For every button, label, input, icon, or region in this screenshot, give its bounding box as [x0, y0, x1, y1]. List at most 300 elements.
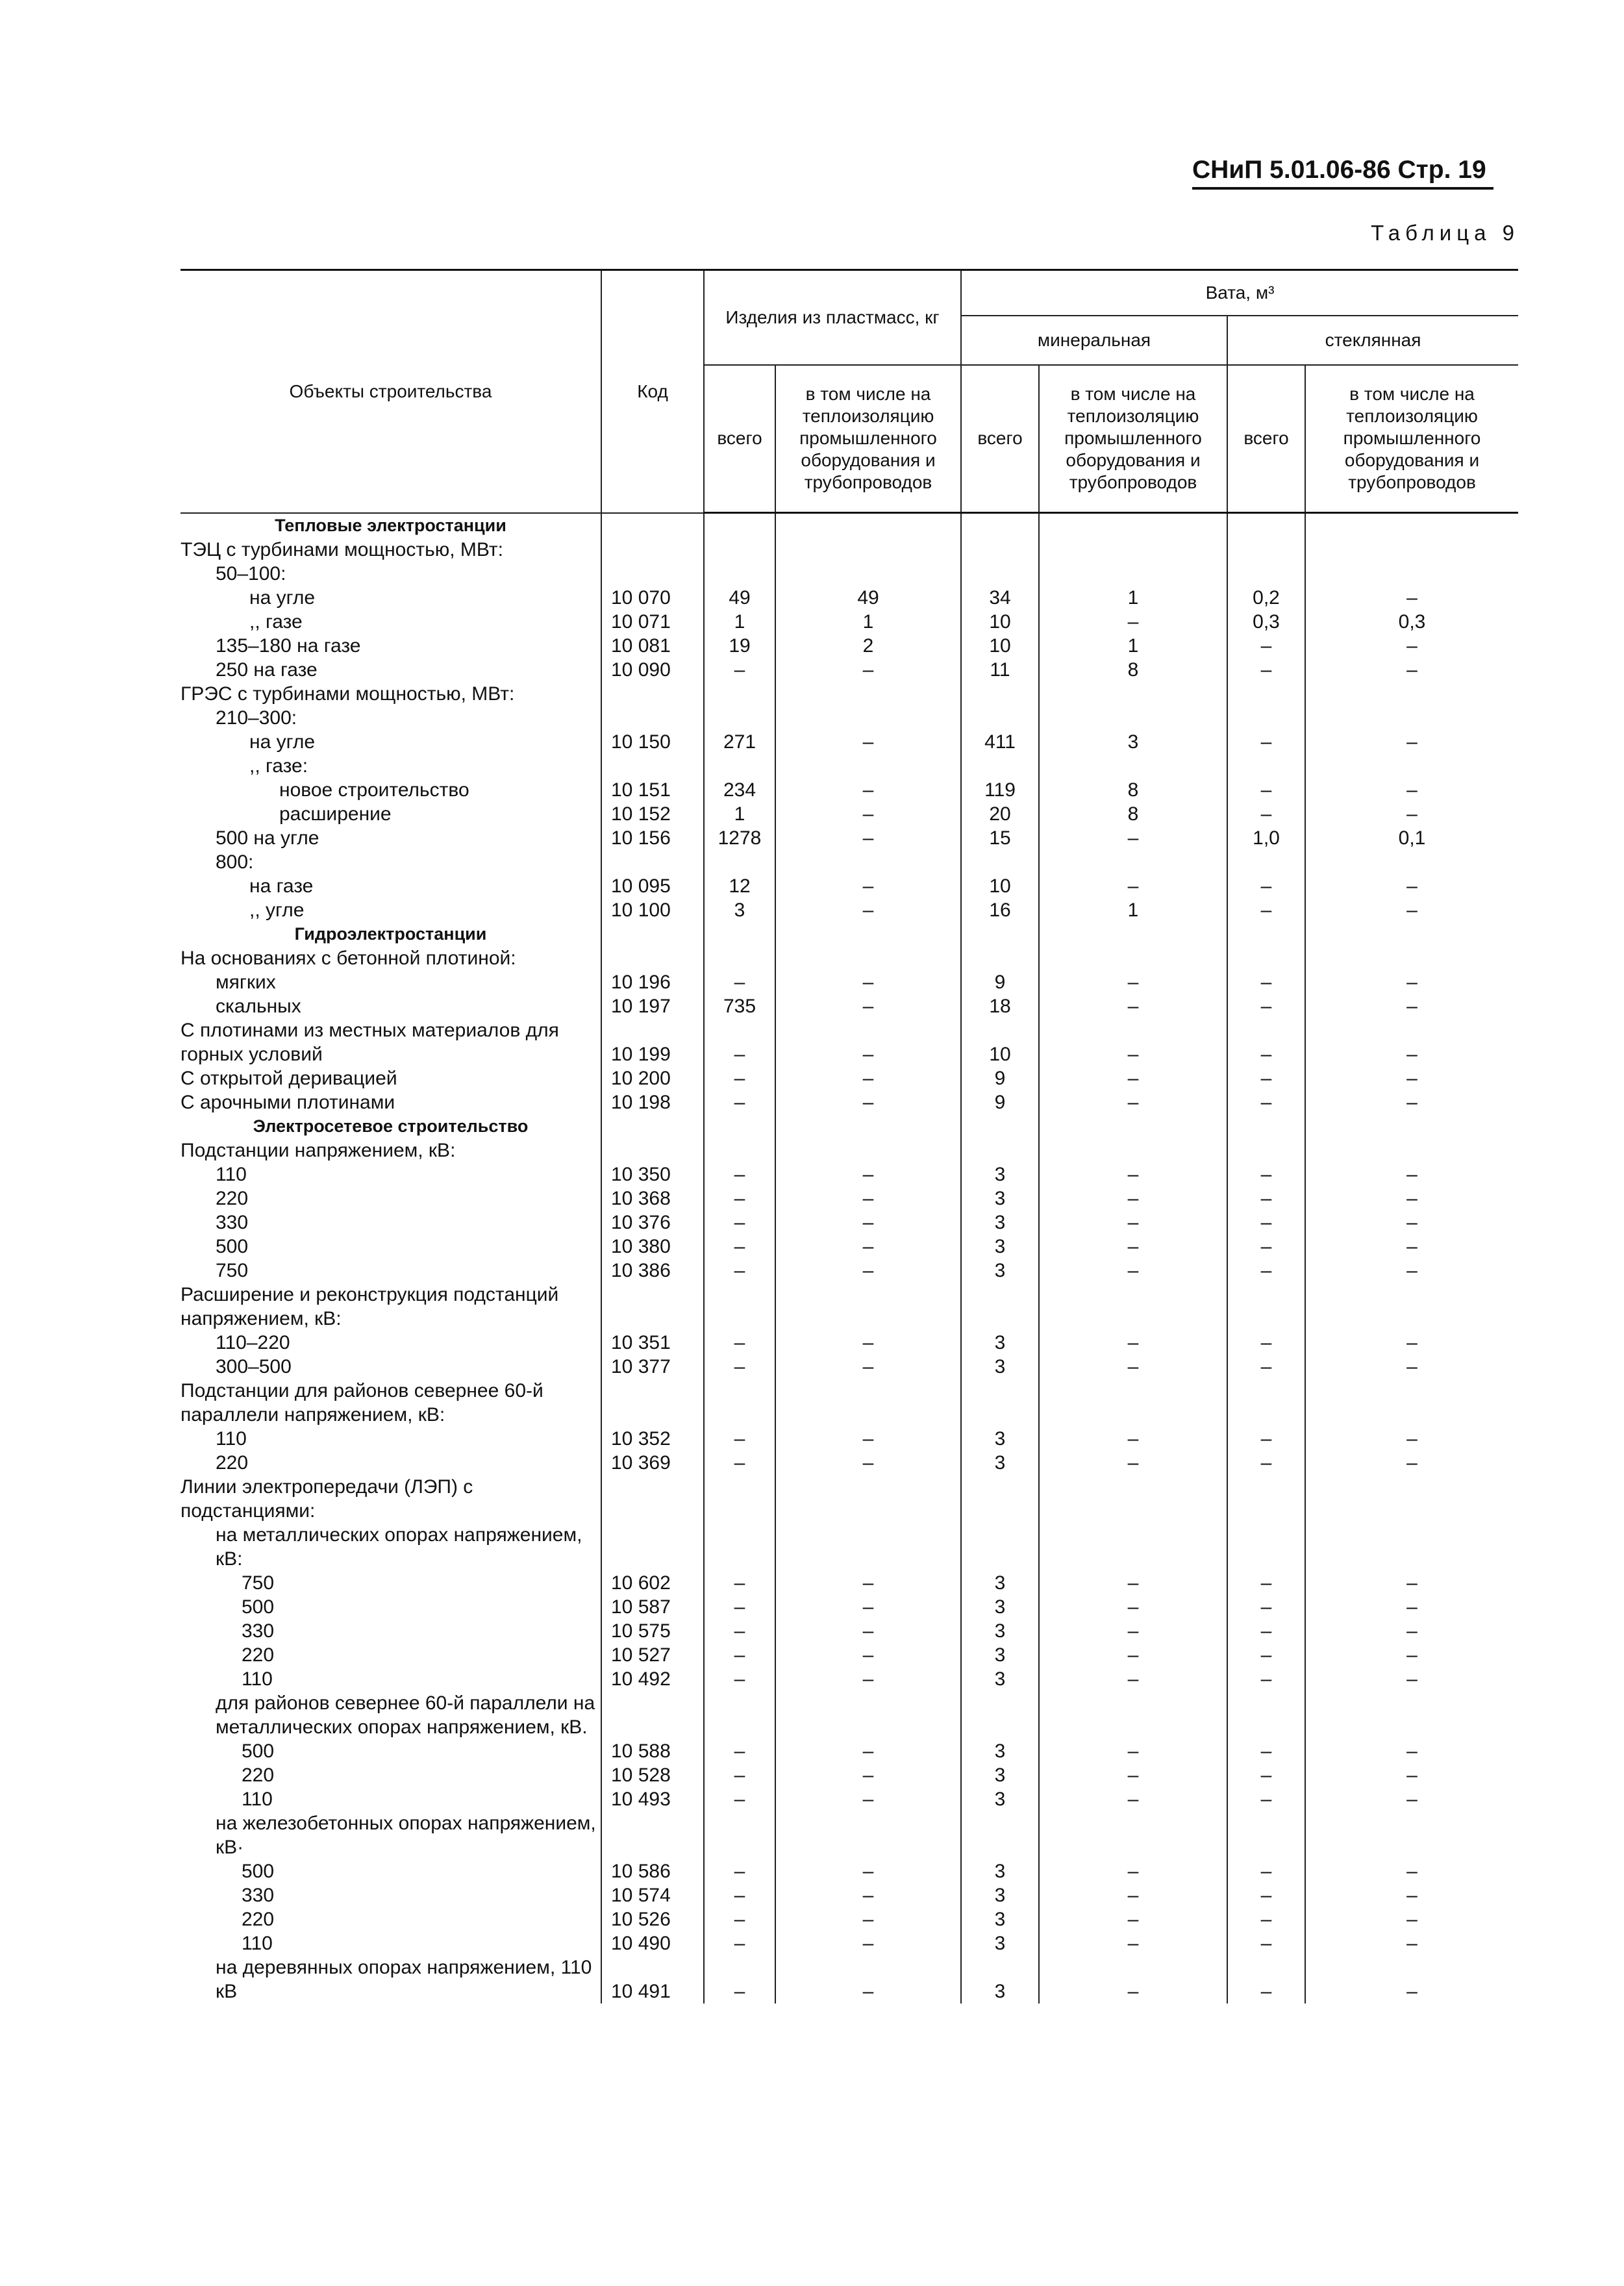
mineral-total-cell: 3: [961, 1739, 1039, 1763]
plastic-incl-cell: –: [775, 1162, 961, 1187]
object-label: мягких: [216, 972, 276, 993]
mineral-incl-cell: –: [1039, 610, 1227, 634]
code-cell: 10 369: [601, 1451, 704, 1475]
plastic-total-cell: –: [704, 1595, 775, 1619]
code-cell: [601, 946, 704, 970]
plastic-incl-cell: [775, 1379, 961, 1427]
glass-incl-cell: –: [1305, 1235, 1518, 1259]
mineral-total-cell: 119: [961, 778, 1039, 802]
mineral-total-header: всего: [961, 365, 1039, 513]
objects-column-header: Объекты строительства: [181, 270, 601, 513]
object-label: новое строительство: [279, 779, 469, 801]
object-label: 330: [216, 1212, 249, 1233]
plastic-incl-cell: –: [775, 1667, 961, 1691]
object-label: 500 на угле: [216, 827, 319, 849]
plastic-total-cell: –: [704, 1739, 775, 1763]
mineral-total-cell: 3: [961, 1883, 1039, 1907]
table-row: [181, 1811, 1518, 1859]
plastic-incl-cell: –: [775, 1595, 961, 1619]
empty-cell: [601, 922, 704, 946]
mineral-total-cell: 9: [961, 1090, 1039, 1114]
plastic-incl-cell: –: [775, 1739, 961, 1763]
plastic-incl-cell: [775, 1523, 961, 1571]
plastic-incl-header: в том числе на теплоизоляцию промышленного оборудования и трубопроводов: [775, 365, 961, 513]
code-cell: 10 526: [601, 1907, 704, 1931]
object-label: на угле: [249, 731, 316, 753]
code-cell: [601, 754, 704, 778]
table-row: [181, 1691, 1518, 1739]
plastic-total-cell: –: [704, 1427, 775, 1451]
code-cell: [601, 1691, 704, 1739]
mineral-total-cell: 34: [961, 586, 1039, 610]
glass-total-cell: –: [1227, 1427, 1305, 1451]
code-column-header: Код: [601, 270, 704, 513]
code-cell: [601, 538, 704, 562]
mineral-incl-cell: –: [1039, 1571, 1227, 1595]
code-cell: 10 377: [601, 1355, 704, 1379]
empty-cell: [1227, 922, 1305, 946]
mineral-total-cell: 10: [961, 1018, 1039, 1066]
glass-total-cell: –: [1227, 1162, 1305, 1187]
plastic-incl-cell: [775, 682, 961, 706]
empty-cell: [1039, 513, 1227, 538]
plastic-incl-cell: –: [775, 778, 961, 802]
plastic-total-cell: –: [704, 1571, 775, 1595]
table-row: [181, 1090, 1518, 1114]
glass-incl-cell: –: [1305, 994, 1518, 1018]
code-cell: [601, 1475, 704, 1523]
object-label: 330: [242, 1885, 275, 1906]
plastic-incl-cell: 2: [775, 634, 961, 658]
code-cell: 10 380: [601, 1235, 704, 1259]
mineral-incl-cell: –: [1039, 1451, 1227, 1475]
table-row: [181, 1907, 1518, 1931]
plastic-total-cell: –: [704, 1187, 775, 1211]
section-heading: Тепловые электростанции: [275, 516, 506, 535]
table-row: [181, 1355, 1518, 1379]
code-cell: [601, 562, 704, 586]
table-row: [181, 1667, 1518, 1691]
plastic-incl-cell: [775, 538, 961, 562]
glass-total-cell: –: [1227, 1931, 1305, 1955]
plastic-incl-cell: –: [775, 1018, 961, 1066]
object-label: для районов севернее 60-й параллели на металлических опорах напряжением, кВ.: [216, 1692, 595, 1738]
code-cell: 10 070: [601, 586, 704, 610]
object-label: ,, газе: [249, 611, 303, 633]
glass-total-cell: [1227, 1379, 1305, 1427]
empty-cell: [601, 513, 704, 538]
glass-incl-cell: [1305, 754, 1518, 778]
object-label: на железобетонных опорах напряжением, кВ·: [216, 1813, 596, 1858]
code-cell: [601, 850, 704, 874]
mineral-incl-cell: [1039, 754, 1227, 778]
code-cell: 10 492: [601, 1667, 704, 1691]
glass-total-cell: –: [1227, 658, 1305, 682]
mineral-total-cell: 3: [961, 1235, 1039, 1259]
glass-total-cell: –: [1227, 1763, 1305, 1787]
mineral-total-cell: 10: [961, 610, 1039, 634]
object-label: 220: [216, 1188, 249, 1209]
table-row: [181, 610, 1518, 634]
glass-total-cell: –: [1227, 1235, 1305, 1259]
glass-total-cell: –: [1227, 1907, 1305, 1931]
plastic-total-cell: [704, 1379, 775, 1427]
glass-incl-cell: –: [1305, 1162, 1518, 1187]
object-label: скальных: [216, 996, 301, 1017]
table-row: [181, 1331, 1518, 1355]
glass-incl-cell: –: [1305, 1883, 1518, 1907]
glass-incl-cell: –: [1305, 1018, 1518, 1066]
glass-incl-cell: –: [1305, 1955, 1518, 2003]
glass-header: стеклянная: [1227, 316, 1518, 365]
plastic-total-cell: –: [704, 1259, 775, 1283]
object-label: С плотинами из местных материалов для горных условий: [181, 1020, 559, 1065]
plastic-total-cell: –: [704, 1090, 775, 1114]
glass-incl-cell: –: [1305, 1066, 1518, 1090]
plastic-total-cell: –: [704, 1907, 775, 1931]
mineral-incl-cell: 8: [1039, 778, 1227, 802]
mineral-incl-cell: –: [1039, 874, 1227, 898]
plastic-incl-cell: –: [775, 1235, 961, 1259]
code-cell: 10 150: [601, 730, 704, 754]
object-label: 500: [242, 1861, 275, 1882]
code-cell: 10 376: [601, 1211, 704, 1235]
object-label: 210–300:: [216, 707, 297, 729]
mineral-incl-cell: 1: [1039, 634, 1227, 658]
glass-total-cell: [1227, 538, 1305, 562]
empty-cell: [1039, 922, 1227, 946]
object-label: 750: [216, 1260, 249, 1281]
mineral-total-cell: 3: [961, 1595, 1039, 1619]
plastic-total-cell: 1: [704, 610, 775, 634]
table-row: [181, 1643, 1518, 1667]
object-label: на деревянных опорах напряжением, 110 кВ: [216, 1957, 592, 2002]
code-cell: 10 156: [601, 826, 704, 850]
table-caption: Таблица 9: [1371, 221, 1519, 245]
glass-incl-cell: –: [1305, 1427, 1518, 1451]
table-row: [181, 1955, 1518, 2003]
mineral-incl-cell: 3: [1039, 730, 1227, 754]
mineral-total-cell: [961, 562, 1039, 586]
mineral-incl-cell: [1039, 850, 1227, 874]
table-row: [181, 1595, 1518, 1619]
table-row: [181, 1211, 1518, 1235]
plastic-incl-cell: –: [775, 1907, 961, 1931]
plastic-incl-cell: –: [775, 1931, 961, 1955]
code-cell: 10 386: [601, 1259, 704, 1283]
plastic-incl-cell: [775, 754, 961, 778]
glass-total-cell: [1227, 850, 1305, 874]
glass-total-cell: –: [1227, 1643, 1305, 1667]
glass-total-cell: –: [1227, 778, 1305, 802]
glass-total-cell: 0,3: [1227, 610, 1305, 634]
mineral-total-cell: 3: [961, 1451, 1039, 1475]
glass-incl-cell: –: [1305, 1931, 1518, 1955]
table-row: [181, 1427, 1518, 1451]
mineral-incl-cell: [1039, 706, 1227, 730]
plastic-incl-cell: –: [775, 826, 961, 850]
plastic-total-cell: –: [704, 1763, 775, 1787]
object-label: 800:: [216, 851, 254, 873]
glass-incl-cell: 0,3: [1305, 610, 1518, 634]
code-cell: [601, 1523, 704, 1571]
table-row: [181, 826, 1518, 850]
table-row: [181, 994, 1518, 1018]
glass-total-cell: –: [1227, 634, 1305, 658]
glass-total-cell: –: [1227, 1066, 1305, 1090]
plastic-total-cell: –: [704, 1451, 775, 1475]
glass-incl-cell: –: [1305, 1187, 1518, 1211]
glass-incl-cell: [1305, 1811, 1518, 1859]
table-row: [181, 1187, 1518, 1211]
plastic-incl-cell: –: [775, 1787, 961, 1811]
table-row: [181, 1475, 1518, 1523]
mineral-total-cell: 11: [961, 658, 1039, 682]
glass-incl-cell: –: [1305, 1763, 1518, 1787]
section-heading: Гидроэлектростанции: [294, 924, 487, 944]
object-label: 500: [216, 1236, 249, 1257]
plastic-incl-cell: [775, 706, 961, 730]
glass-total-cell: [1227, 754, 1305, 778]
mineral-total-cell: [961, 946, 1039, 970]
code-cell: 10 151: [601, 778, 704, 802]
mineral-incl-cell: [1039, 1811, 1227, 1859]
plastic-total-cell: 735: [704, 994, 775, 1018]
table-row: [181, 1018, 1518, 1066]
table-body: [181, 513, 1518, 2004]
mineral-incl-cell: –: [1039, 1763, 1227, 1787]
mineral-incl-cell: –: [1039, 1211, 1227, 1235]
object-label: 135–180 на газе: [216, 635, 361, 657]
plastic-total-cell: [704, 850, 775, 874]
plastic-total-cell: –: [704, 1018, 775, 1066]
object-label: расширение: [279, 803, 392, 825]
plastic-incl-cell: [775, 1475, 961, 1523]
glass-total-cell: –: [1227, 1667, 1305, 1691]
code-cell: 10 152: [601, 802, 704, 826]
plastic-total-cell: [704, 754, 775, 778]
plastic-total-cell: –: [704, 1619, 775, 1643]
code-cell: 10 095: [601, 874, 704, 898]
glass-incl-cell: –: [1305, 586, 1518, 610]
plastic-total-cell: 234: [704, 778, 775, 802]
object-label: ТЭЦ с турбинами мощностью, МВт:: [181, 539, 503, 560]
glass-incl-cell: –: [1305, 1211, 1518, 1235]
section-row: [181, 1114, 1518, 1138]
glass-incl-cell: 0,1: [1305, 826, 1518, 850]
plastic-incl-cell: [775, 562, 961, 586]
glass-total-cell: [1227, 946, 1305, 970]
glass-total-cell: –: [1227, 994, 1305, 1018]
glass-total-cell: [1227, 1811, 1305, 1859]
glass-incl-cell: –: [1305, 1643, 1518, 1667]
glass-total-cell: –: [1227, 1955, 1305, 2003]
section-row: [181, 922, 1518, 946]
code-cell: 10 527: [601, 1643, 704, 1667]
mineral-incl-cell: –: [1039, 1931, 1227, 1955]
mineral-incl-cell: [1039, 682, 1227, 706]
table-row: [181, 946, 1518, 970]
mineral-total-cell: 3: [961, 1787, 1039, 1811]
plastic-incl-cell: [775, 946, 961, 970]
mineral-total-cell: [961, 1811, 1039, 1859]
mineral-total-cell: [961, 1523, 1039, 1571]
table-row: [181, 706, 1518, 730]
object-label: 220: [242, 1644, 275, 1666]
empty-cell: [961, 922, 1039, 946]
glass-incl-cell: –: [1305, 1571, 1518, 1595]
object-label: 110: [242, 1789, 273, 1810]
mineral-incl-cell: –: [1039, 1739, 1227, 1763]
glass-total-header: всего: [1227, 365, 1305, 513]
object-label: ,, газе:: [249, 755, 308, 777]
plastic-total-cell: –: [704, 1331, 775, 1355]
object-label: Подстанции для районов севернее 60-й параллели напряжением, кВ:: [181, 1380, 543, 1426]
object-label: на газе: [249, 875, 314, 897]
mineral-total-cell: 3: [961, 1211, 1039, 1235]
object-label: 250 на газе: [216, 659, 318, 681]
glass-incl-cell: –: [1305, 1787, 1518, 1811]
mineral-incl-cell: –: [1039, 1883, 1227, 1907]
mineral-incl-cell: –: [1039, 1090, 1227, 1114]
mineral-total-cell: 9: [961, 970, 1039, 994]
object-label: 750: [242, 1572, 275, 1594]
plastic-total-cell: [704, 562, 775, 586]
table-row: [181, 658, 1518, 682]
mineral-incl-cell: [1039, 1283, 1227, 1331]
mineral-incl-cell: 1: [1039, 586, 1227, 610]
object-label: на угле: [249, 587, 316, 609]
glass-total-cell: –: [1227, 1211, 1305, 1235]
table-row: [181, 682, 1518, 706]
mineral-total-cell: 3: [961, 1955, 1039, 2003]
empty-cell: [1227, 1114, 1305, 1138]
object-label: Подстанции напряжением, кВ:: [181, 1140, 456, 1161]
code-cell: 10 090: [601, 658, 704, 682]
table-row: [181, 1787, 1518, 1811]
code-cell: [601, 1138, 704, 1162]
glass-total-cell: –: [1227, 1859, 1305, 1883]
code-cell: 10 351: [601, 1331, 704, 1355]
plastic-total-cell: 1: [704, 802, 775, 826]
table-row: [181, 1283, 1518, 1331]
glass-incl-cell: –: [1305, 730, 1518, 754]
plastic-total-cell: –: [704, 1643, 775, 1667]
mineral-incl-cell: –: [1039, 1187, 1227, 1211]
object-label: 50–100:: [216, 563, 286, 584]
glass-incl-cell: [1305, 682, 1518, 706]
code-cell: 10 493: [601, 1787, 704, 1811]
plastic-total-cell: –: [704, 1787, 775, 1811]
mineral-incl-cell: [1039, 562, 1227, 586]
table-row: [181, 1859, 1518, 1883]
code-cell: 10 368: [601, 1187, 704, 1211]
glass-incl-cell: –: [1305, 1451, 1518, 1475]
section-heading: Электросетевое строительство: [253, 1116, 529, 1136]
mineral-incl-cell: 1: [1039, 898, 1227, 922]
empty-cell: [704, 922, 775, 946]
mineral-incl-cell: –: [1039, 1667, 1227, 1691]
code-cell: 10 196: [601, 970, 704, 994]
table-row: [181, 1379, 1518, 1427]
plastic-total-cell: –: [704, 1211, 775, 1235]
glass-incl-cell: [1305, 1523, 1518, 1571]
mineral-total-cell: [961, 538, 1039, 562]
glass-incl-cell: –: [1305, 1859, 1518, 1883]
table-row: [181, 1523, 1518, 1571]
mineral-incl-cell: –: [1039, 1643, 1227, 1667]
plastic-incl-cell: –: [775, 898, 961, 922]
glass-total-cell: –: [1227, 970, 1305, 994]
plastic-total-cell: –: [704, 1931, 775, 1955]
plastic-total-cell: [704, 946, 775, 970]
plastic-incl-cell: –: [775, 1355, 961, 1379]
plastic-incl-cell: –: [775, 1211, 961, 1235]
glass-incl-cell: –: [1305, 658, 1518, 682]
code-cell: 10 490: [601, 1931, 704, 1955]
code-cell: [601, 1283, 704, 1331]
code-cell: 10 071: [601, 610, 704, 634]
code-cell: [601, 1811, 704, 1859]
table-row: [181, 778, 1518, 802]
plastic-total-cell: –: [704, 1235, 775, 1259]
glass-incl-cell: [1305, 538, 1518, 562]
mineral-total-cell: [961, 1691, 1039, 1739]
glass-incl-cell: [1305, 1691, 1518, 1739]
code-cell: [601, 1379, 704, 1427]
glass-total-cell: –: [1227, 1451, 1305, 1475]
plastic-incl-cell: –: [775, 1859, 961, 1883]
plastic-incl-cell: –: [775, 994, 961, 1018]
code-cell: 10 081: [601, 634, 704, 658]
table-row: [181, 874, 1518, 898]
mineral-total-cell: 3: [961, 1643, 1039, 1667]
glass-incl-cell: –: [1305, 1090, 1518, 1114]
glass-total-cell: [1227, 1691, 1305, 1739]
table-row: [181, 1571, 1518, 1595]
plastic-incl-cell: –: [775, 1619, 961, 1643]
object-label: ГРЭС с турбинами мощностью, МВт:: [181, 683, 515, 705]
mineral-total-cell: 3: [961, 1355, 1039, 1379]
mineral-incl-header: в том числе на теплоизоляцию промышленного оборудования и трубопроводов: [1039, 365, 1227, 513]
object-label: 110: [216, 1164, 247, 1185]
object-label: Расширение и реконструкция подстанций напряжением, кВ:: [181, 1284, 559, 1329]
plastic-incl-cell: [775, 1283, 961, 1331]
norms-table: [181, 269, 1518, 2003]
table-row: [181, 538, 1518, 562]
glass-total-cell: –: [1227, 1739, 1305, 1763]
mineral-total-cell: [961, 1379, 1039, 1427]
glass-incl-cell: –: [1305, 898, 1518, 922]
plastic-total-cell: 1278: [704, 826, 775, 850]
mineral-incl-cell: –: [1039, 1955, 1227, 2003]
code-cell: 10 352: [601, 1427, 704, 1451]
mineral-total-cell: [961, 1138, 1039, 1162]
glass-incl-header: в том числе на теплоизоляцию промышленного оборудования и трубопроводов: [1305, 365, 1518, 513]
mineral-incl-cell: 8: [1039, 802, 1227, 826]
glass-total-cell: –: [1227, 1355, 1305, 1379]
table-row: [181, 1066, 1518, 1090]
glass-total-cell: –: [1227, 898, 1305, 922]
table-row: [181, 1619, 1518, 1643]
table-row: [181, 562, 1518, 586]
mineral-incl-cell: –: [1039, 970, 1227, 994]
object-label: Линии электропередачи (ЛЭП) с подстанциями:: [181, 1476, 473, 1522]
glass-incl-cell: –: [1305, 1331, 1518, 1355]
glass-total-cell: [1227, 706, 1305, 730]
glass-incl-cell: –: [1305, 1619, 1518, 1643]
object-label: 110: [216, 1428, 247, 1450]
